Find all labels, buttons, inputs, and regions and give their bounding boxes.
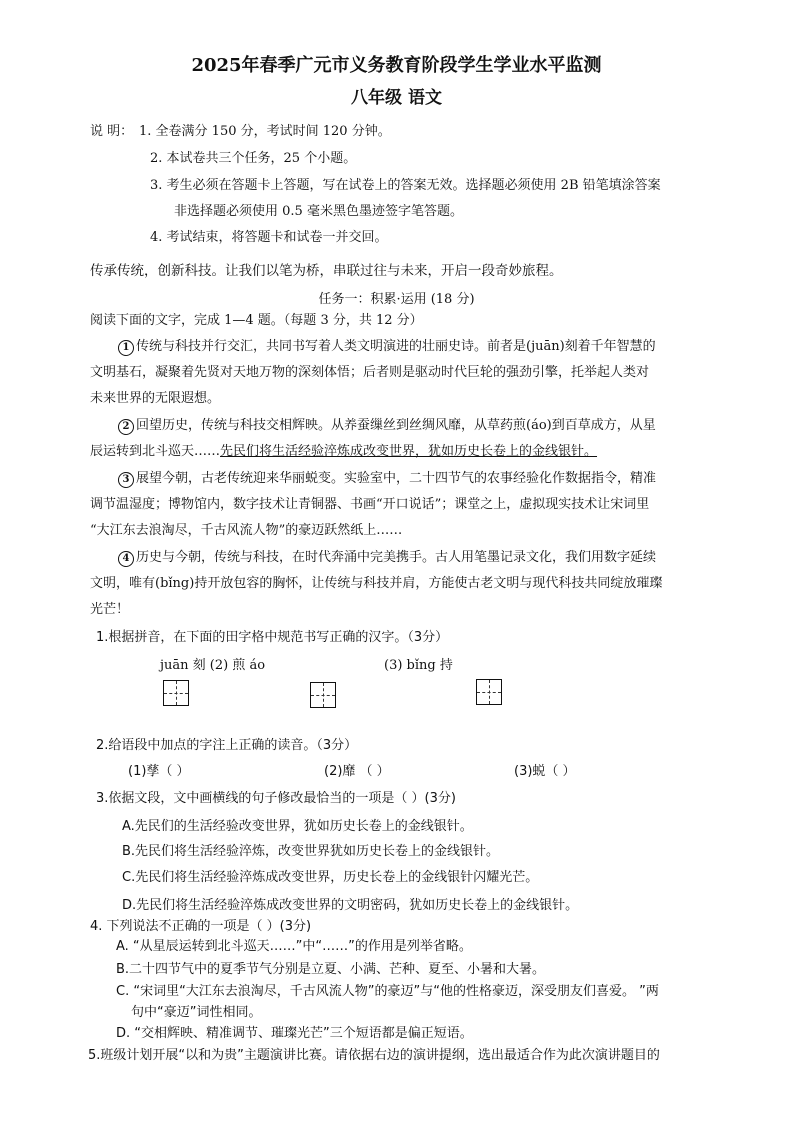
task1-heading: 任务一：积累·运用 (18 分) — [318, 292, 475, 307]
para4-line: 光芒！ — [90, 602, 130, 617]
q3-option[interactable]: C.先民们将生活经验淬炼成改变世界，历史长卷上的金线银针闪耀光芒。 — [122, 870, 539, 885]
writing-grid-box[interactable] — [163, 680, 189, 706]
q3-option[interactable]: D.先民们将生活经验淬炼成改变世界的文明密码，犹如历史长卷上的金线银针。 — [122, 898, 579, 913]
q4-option[interactable]: A. “从星辰运转到北斗巡天……”中“……”的作用是列举省略。 — [116, 939, 472, 954]
q4-option[interactable]: D. “交相辉映、精准调节、璀璨光芒”三个短语都是偏正短语。 — [116, 1026, 473, 1041]
para2-line: 辰运转到北斗巡天……先民们将生活经验淬炼成改变世界，犹如历史长卷上的金线银针。 — [90, 444, 598, 459]
intro-text: 传承传统，创新科技。让我们以笔为桥，串联过往与未来，开启一段奇妙旅程。 — [90, 263, 563, 279]
para4-line: 文明，唯有(bǐng)持开放包容的胸怀，让传统与科技并肩，方能使古老文明与现代科技共同绽放璀璨 — [90, 576, 663, 591]
q2-stem: 2.给语段中加点的字注上正确的读音。（3分） — [96, 738, 358, 753]
q3-stem: 3.依据文段，文中画横线的句子修改最恰当的一项是（ ）(3分) — [96, 791, 456, 806]
para-number: 3 — [118, 472, 134, 488]
underlined-sentence: 先民们将生活经验淬炼成改变世界，犹如历史长卷上的金线银针。 — [220, 444, 598, 459]
q2-item: (1)孳（ ） — [128, 764, 190, 779]
instruction-item: 2. 本试卷共三个任务，25 个小题。 — [150, 151, 357, 166]
q1-stem: 1.根据拼音，在下面的田字格中规范书写正确的汉字。（3分） — [96, 630, 449, 645]
reading-instruction: 阅读下面的文字，完成 1—4 题。（每题 3 分，共 12 分） — [90, 313, 423, 328]
q3-option[interactable]: A.先民们的生活经验改变世界，犹如历史长卷上的金线银针。 — [122, 819, 473, 834]
para3-line: 调节温湿度；博物馆内，数字技术让青铜器、书画“开口说话”；课堂之上，虚拟现实技术让宋词里 — [90, 497, 650, 512]
para2-line: 2 回望历史，传统与科技交相辉映。从养蚕缫丝到丝绸风靡，从草药煎(áo)到百草成方，从星 — [118, 417, 656, 435]
para-number: 2 — [118, 419, 134, 435]
q4-option[interactable]: B.二十四节气中的夏季节气分别是立夏、小满、芒种、夏至、小暑和大暑。 — [116, 962, 546, 977]
para3-line: “大江东去浪淘尽，千古风流人物”的豪迈跃然纸上…… — [90, 523, 403, 538]
q4-option[interactable]: C. “宋词里“大江东去浪淘尽，千古风流人物”的豪迈”与“他的性格豪迈，深受朋友们喜爱。 ”两 — [116, 984, 659, 999]
instruction-item: 4. 考试结束，将答题卡和试卷一并交回。 — [150, 230, 388, 245]
q1-item: (3) bǐng 持 — [384, 658, 453, 673]
para1-line: 1 传统与科技并行交汇，共同书写着人类文明演进的壮丽史诗。前者是(juān)刻着千年智慧的 — [118, 338, 656, 356]
writing-grid-box[interactable] — [476, 679, 502, 705]
para1-line: 文明基石，凝聚着先贤对天地万物的深刻体悟；后者则是驱动时代巨轮的强劲引擎，托举起人类对 — [90, 365, 650, 380]
q3-option[interactable]: B.先民们将生活经验淬炼，改变世界犹如历史长卷上的金线银针。 — [122, 844, 500, 859]
q4-option-continued: 句中“豪迈”词性相同。 — [131, 1005, 262, 1020]
q1-item: juān 刻 (2) 煎 áo — [160, 658, 266, 673]
para-number: 1 — [118, 340, 134, 356]
instruction-item: 3. 考生必须在答题卡上答题，写在试卷上的答案无效。选择题必须使用 2B 铅笔填涂答案 — [150, 178, 661, 193]
q2-item: (3)蜕（ ） — [514, 764, 576, 779]
instruction-item: 非选择题必须使用 0.5 毫米黑色墨迹签字笔答题。 — [174, 204, 463, 219]
writing-grid-box[interactable] — [310, 682, 336, 708]
para1-line: 未来世界的无限遐想。 — [90, 391, 221, 406]
para-number: 4 — [118, 551, 134, 567]
instructions-label: 说 明： — [90, 124, 134, 139]
para4-line: 4 历史与今朝，传统与科技，在时代奔涌中完美携手。古人用笔墨记录文化，我们用数字延续 — [118, 549, 656, 567]
q2-item: (2)靡 （ ） — [324, 764, 390, 779]
q4-stem: 4. 下列说法不正确的一项是（ ）(3分) — [90, 919, 312, 934]
para3-line: 3 展望今朝，古老传统迎来华丽蜕变。实验室中，二十四节气的农事经验化作数据指令，精准 — [118, 470, 656, 488]
instruction-item: 1. 全卷满分 150 分，考试时间 120 分钟。 — [139, 124, 391, 139]
exam-title: 2025年春季广元市义务教育阶段学生学业水平监测 — [191, 55, 602, 76]
exam-subtitle: 八年级 语文 — [351, 88, 442, 108]
q5-stem: 5.班级计划开展“以和为贵”主题演讲比赛。请依据右边的演讲提纲，选出最适合作为此次演讲题目的 — [88, 1048, 660, 1063]
